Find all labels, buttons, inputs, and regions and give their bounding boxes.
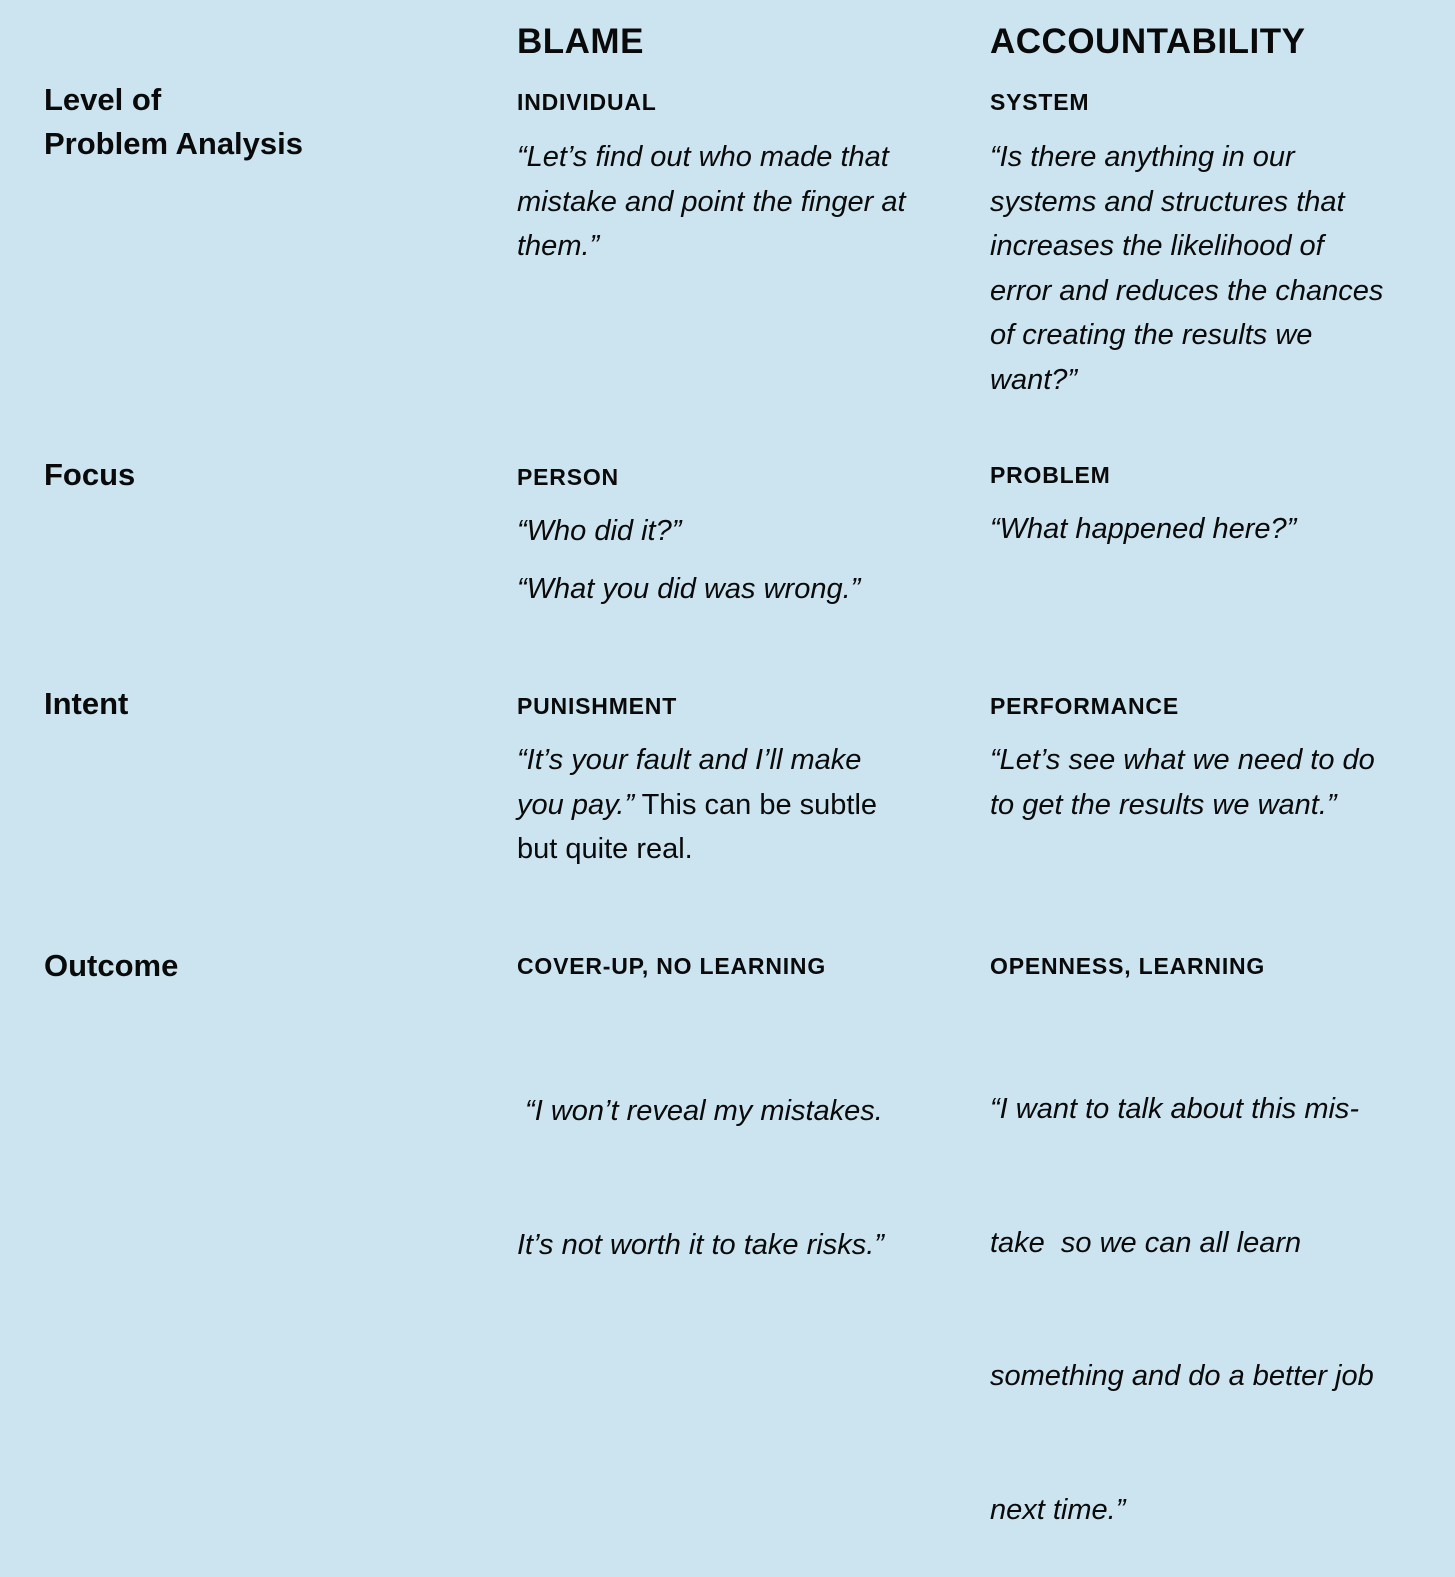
row-label-focus: Focus xyxy=(44,457,136,492)
note-text: but quite real. xyxy=(517,833,693,865)
blame-quote-person-1: “Who did it?” xyxy=(517,515,682,547)
blame-quote-person-2: “What you did was wrong.” xyxy=(517,573,861,605)
row-label-intent: Intent xyxy=(44,686,129,721)
quote-line: want?” xyxy=(990,363,1078,396)
accountability-quote-openness xyxy=(990,998,1374,1577)
quote-line: It’s not worth it to take risks.” xyxy=(517,1228,884,1261)
blame-heading-cover-up: COVER-UP, NO LEARNING xyxy=(517,953,827,979)
blame-quote-individual xyxy=(517,135,906,269)
quote-line: take so we can all learn xyxy=(990,1226,1302,1259)
accountability-quote-system xyxy=(990,135,1383,402)
blame-heading-individual: INDIVIDUAL xyxy=(517,89,657,115)
accountability-heading-openness: OPENNESS, LEARNING xyxy=(990,953,1266,979)
row-label-line: Problem Analysis xyxy=(44,126,304,161)
accountability-heading-performance: PERFORMANCE xyxy=(990,693,1179,719)
blame-heading-person: PERSON xyxy=(517,464,619,490)
quote-line: you pay.” xyxy=(517,788,635,821)
quote-line: something and do a better job xyxy=(990,1360,1374,1392)
quote-line: systems and structures that xyxy=(990,185,1345,218)
quote-line: error and reduces the chances xyxy=(990,274,1384,307)
note-text: This can be subtle xyxy=(634,788,878,821)
quote-line: to get the results we want.” xyxy=(990,788,1337,821)
blame-quote-punishment xyxy=(517,738,877,872)
accountability-quote-problem: “What happened here?” xyxy=(990,513,1297,545)
quote-line: “It’s your fault and I’ll make xyxy=(517,744,862,776)
quote-line: increases the likelihood of xyxy=(990,230,1324,262)
quote-line: of creating the results we xyxy=(990,319,1313,351)
quote-line: “Let’s see what we need to do xyxy=(990,744,1375,776)
accountability-heading-problem: PROBLEM xyxy=(990,462,1111,488)
quote-line: next time.” xyxy=(990,1493,1126,1526)
quote-line: “I won’t reveal my mistakes. xyxy=(517,1095,883,1127)
quote-line: “Is there anything in our xyxy=(990,141,1295,173)
column-header-blame: BLAME xyxy=(517,22,644,61)
blame-quote-cover-up xyxy=(517,1000,884,1312)
quote-line: “I want to talk about this mis- xyxy=(990,1093,1360,1125)
accountability-quote-performance xyxy=(990,738,1375,827)
row-label-outcome: Outcome xyxy=(44,948,179,983)
quote-line: mistake and point the finger at xyxy=(517,185,906,218)
quote-line: “Let’s find out who made that xyxy=(517,141,889,173)
accountability-heading-system: SYSTEM xyxy=(990,89,1090,115)
blame-heading-punishment: PUNISHMENT xyxy=(517,693,678,719)
row-label-line: Level of xyxy=(44,82,162,117)
column-header-accountability: ACCOUNTABILITY xyxy=(990,22,1306,61)
row-label-level-of-problem-analysis xyxy=(44,78,303,166)
quote-line: them.” xyxy=(517,230,600,262)
